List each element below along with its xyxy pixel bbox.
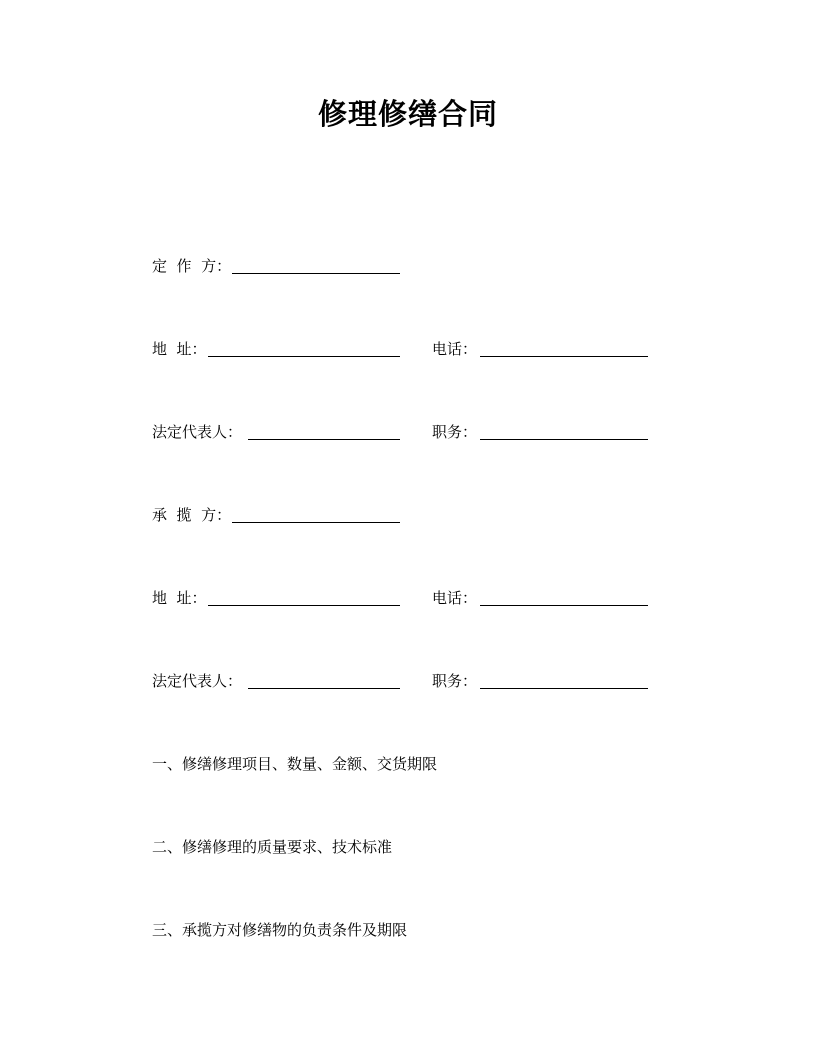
- party-b-rep-label: 法定代表人：: [152, 672, 243, 690]
- party-b-position-blank[interactable]: [480, 688, 648, 689]
- party-b-name-blank[interactable]: [232, 522, 400, 523]
- party-a-rep-blank[interactable]: [248, 439, 400, 440]
- section-heading-1: 一、修缮修理项目、数量、金额、交货期限: [152, 755, 438, 773]
- party-a-position-blank[interactable]: [480, 439, 648, 440]
- party-b-name-label: 承 揽 方：: [152, 506, 232, 524]
- party-a-address-row: [152, 337, 402, 361]
- party-b-address-row: [152, 586, 402, 610]
- document-title: 修理修缮合同: [317, 97, 498, 131]
- party-a-name-row: [152, 254, 402, 278]
- party-b-address-blank[interactable]: [208, 605, 400, 606]
- party-a-name-label: 定 作 方：: [152, 257, 232, 275]
- party-a-phone-label: 电话：: [432, 340, 478, 358]
- party-a-phone-row: [432, 337, 650, 361]
- party-b-position-label: 职务：: [432, 672, 478, 690]
- party-a-rep-label: 法定代表人：: [152, 423, 243, 441]
- party-b-position-row: [432, 669, 650, 693]
- section-heading-3: 三、承揽方对修缮物的负责条件及期限: [152, 921, 408, 939]
- party-a-phone-blank[interactable]: [480, 356, 648, 357]
- party-b-rep-blank[interactable]: [248, 688, 400, 689]
- party-b-rep-row: [152, 669, 402, 693]
- party-a-position-label: 职务：: [432, 423, 478, 441]
- party-b-phone-label: 电话：: [432, 589, 478, 607]
- party-b-phone-row: [432, 586, 650, 610]
- party-b-address-label: 地 址：: [152, 589, 207, 607]
- party-a-rep-row: [152, 420, 402, 444]
- party-a-address-label: 地 址：: [152, 340, 207, 358]
- party-a-position-row: [432, 420, 650, 444]
- party-a-address-blank[interactable]: [208, 356, 400, 357]
- party-b-phone-blank[interactable]: [480, 605, 648, 606]
- party-b-name-row: [152, 503, 402, 527]
- section-heading-2: 二、修缮修理的质量要求、技术标准: [152, 838, 393, 856]
- party-a-name-blank[interactable]: [232, 273, 400, 274]
